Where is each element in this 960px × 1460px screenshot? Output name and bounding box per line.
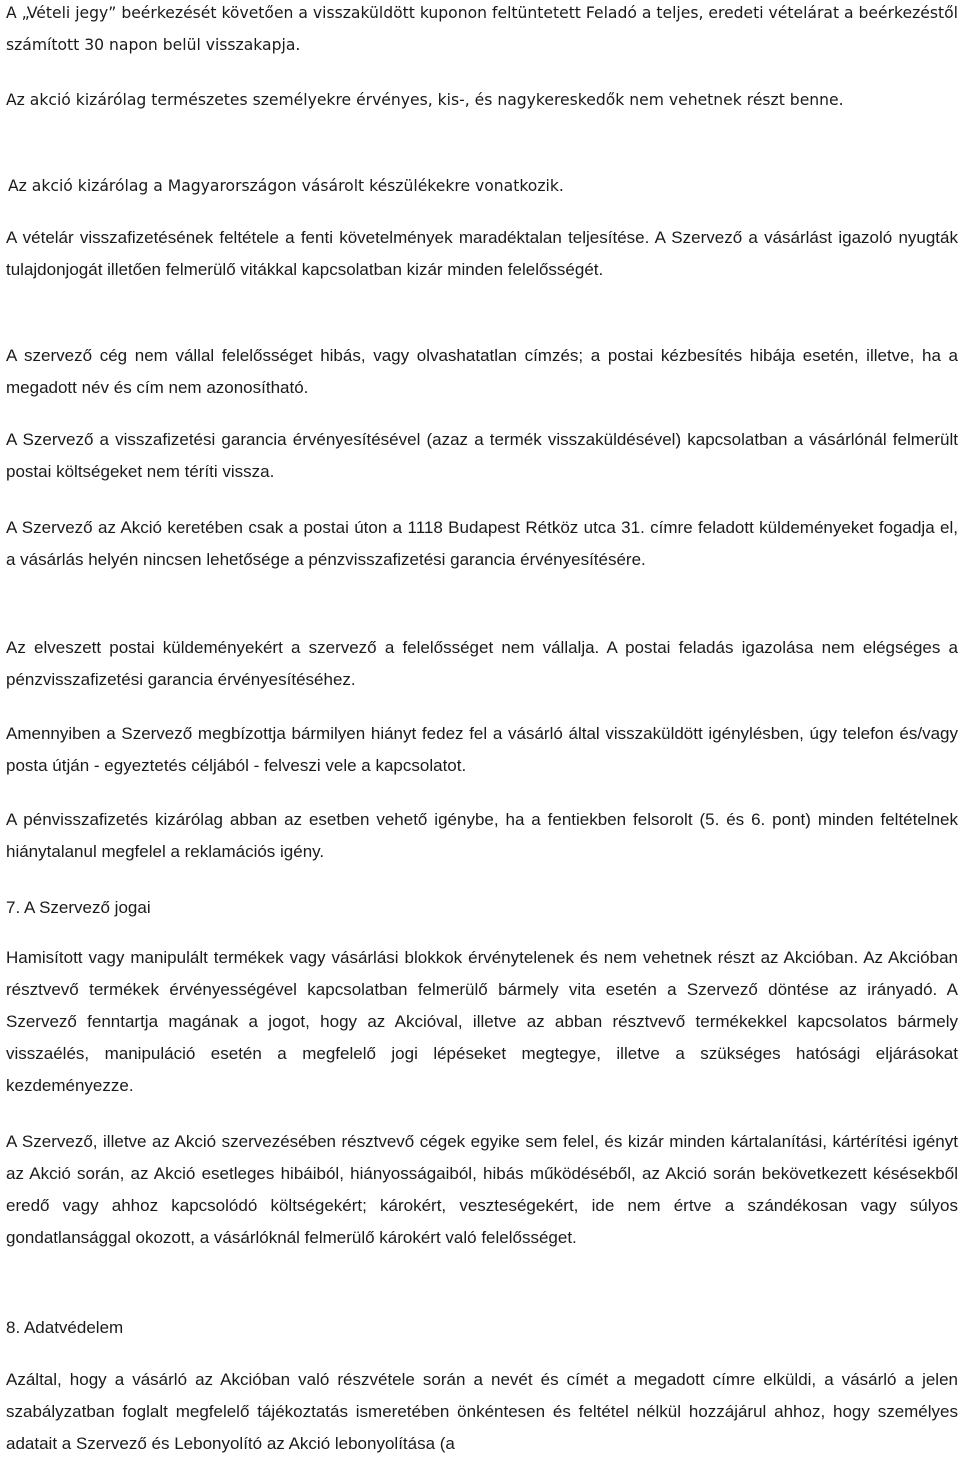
paragraph-hungary-only: Az akció kizárólag a Magyarországon vásárolt készülékekre vonatkozik. (8, 177, 564, 195)
paragraph-postal-costs: A Szervező a visszafizetési garancia érvényesítésével (azaz a termék visszaküldésével) kapcsolatban a vásárlónál felmerült postai költségeket nem téríti vissza. (6, 430, 958, 481)
paragraph-refund-receipt: A „Vételi jegy” beérkezését követően a visszaküldött kuponon feltüntetett Feladó a teljes, eredeti vételárat a beérkezéstől számított 30 napon belül visszakapja. (6, 4, 958, 54)
paragraph-liability-exclusion: A Szervező, illetve az Akció szervezésében résztvevő cégek egyike sem felel, és kizár minden kártalanítási, kártérítési igényt az Akció során, az Akció esetleges hibáiból, hiányosságaiból, hibás működéséből, az Akció során bekövetkezett késésekből eredő vagy ahhoz kapcsolódó költségekért; károkért, veszteségekért, ide nem értve a szándékosan vagy súlyos gondatlansággal okozott, a vásárlóknál felmerülő károkért való felelősséget. (6, 1132, 958, 1247)
paragraph-refund-condition: A vételár visszafizetésének feltétele a fenti követelmények maradéktalan teljesítése. A Szervező a vásárlást igazoló nyugták tulajdonjogát illetően felmerülő vitákkal kapcsolatban kizár minden felelősségét. (6, 228, 958, 279)
paragraph-missing-items: Amennyiben a Szervező megbízottja bármilyen hiányt fedez fel a vásárló által visszaküldött igénylésben, úgy telefon és/vagy posta útján - egyeztetés céljából - felveszi vele a kapcsolatot. (6, 724, 958, 775)
paragraph-postal-address: A Szervező az Akció keretében csak a postai úton a 1118 Budapest Rétköz utca 31. címre feladott küldeményeket fogadja el, a vásárlás helyén nincsen lehetősége a pénzvisszafizetési garancia érvényesítésére. (6, 518, 958, 569)
paragraph-refund-eligibility: A pénvisszafizetés kizárólag abban az esetben vehető igénybe, ha a fentiekben felsorolt (5. és 6. pont) minden feltételnek hiánytalanul megfelel a reklamációs igény. (6, 810, 958, 861)
paragraph-natural-persons: Az akció kizárólag természetes személyekre érvényes, kis-, és nagykereskedők nem vehetnek részt benne. (6, 91, 844, 109)
paragraph-address-liability: A szervező cég nem vállal felelősséget hibás, vagy olvashatatlan címzés; a postai kézbesítés hibája esetén, illetve, ha a megadott név és cím nem azonosítható. (6, 346, 958, 397)
section-heading-data-protection: 8. Adatvédelem (6, 1318, 124, 1337)
paragraph-lost-mail: Az elveszett postai küldeményekért a szervező a felelősséget nem vállalja. A postai feladás igazolása nem elégséges a pénzvisszafizetési garancia érvényesítéséhez. (6, 638, 958, 689)
section-heading-organizer-rights: 7. A Szervező jogai (6, 898, 151, 917)
paragraph-data-consent: Azáltal, hogy a vásárló az Akcióban való részvétele során a nevét és címét a megadott címre elküldi, a vásárló a jelen szabályzatban foglalt megfelelő tájékoztatás ismeretében önkéntesen és feltétel nélkül hozzájárul ahhoz, hogy személyes adatait a Szervező és Lebonyolító az Akció lebonyolítása (a (6, 1370, 958, 1453)
paragraph-counterfeit-products: Hamisított vagy manipulált termékek vagy vásárlási blokkok érvénytelenek és nem vehetnek részt az Akcióban. Az Akcióban résztvevő termékek érvényességével kapcsolatban felmerülő bármely vita esetén a Szervező döntése az irányadó. A Szervező fenntartja magának a jogot, hogy az Akcióval, illetve az abban résztvevő termékekkel kapcsolatos bármely visszaélés, manipuláció esetén a megfelelő jogi lépéseket megtegye, illetve a szükséges hatósági eljárásokat kezdeményezze. (6, 948, 958, 1095)
